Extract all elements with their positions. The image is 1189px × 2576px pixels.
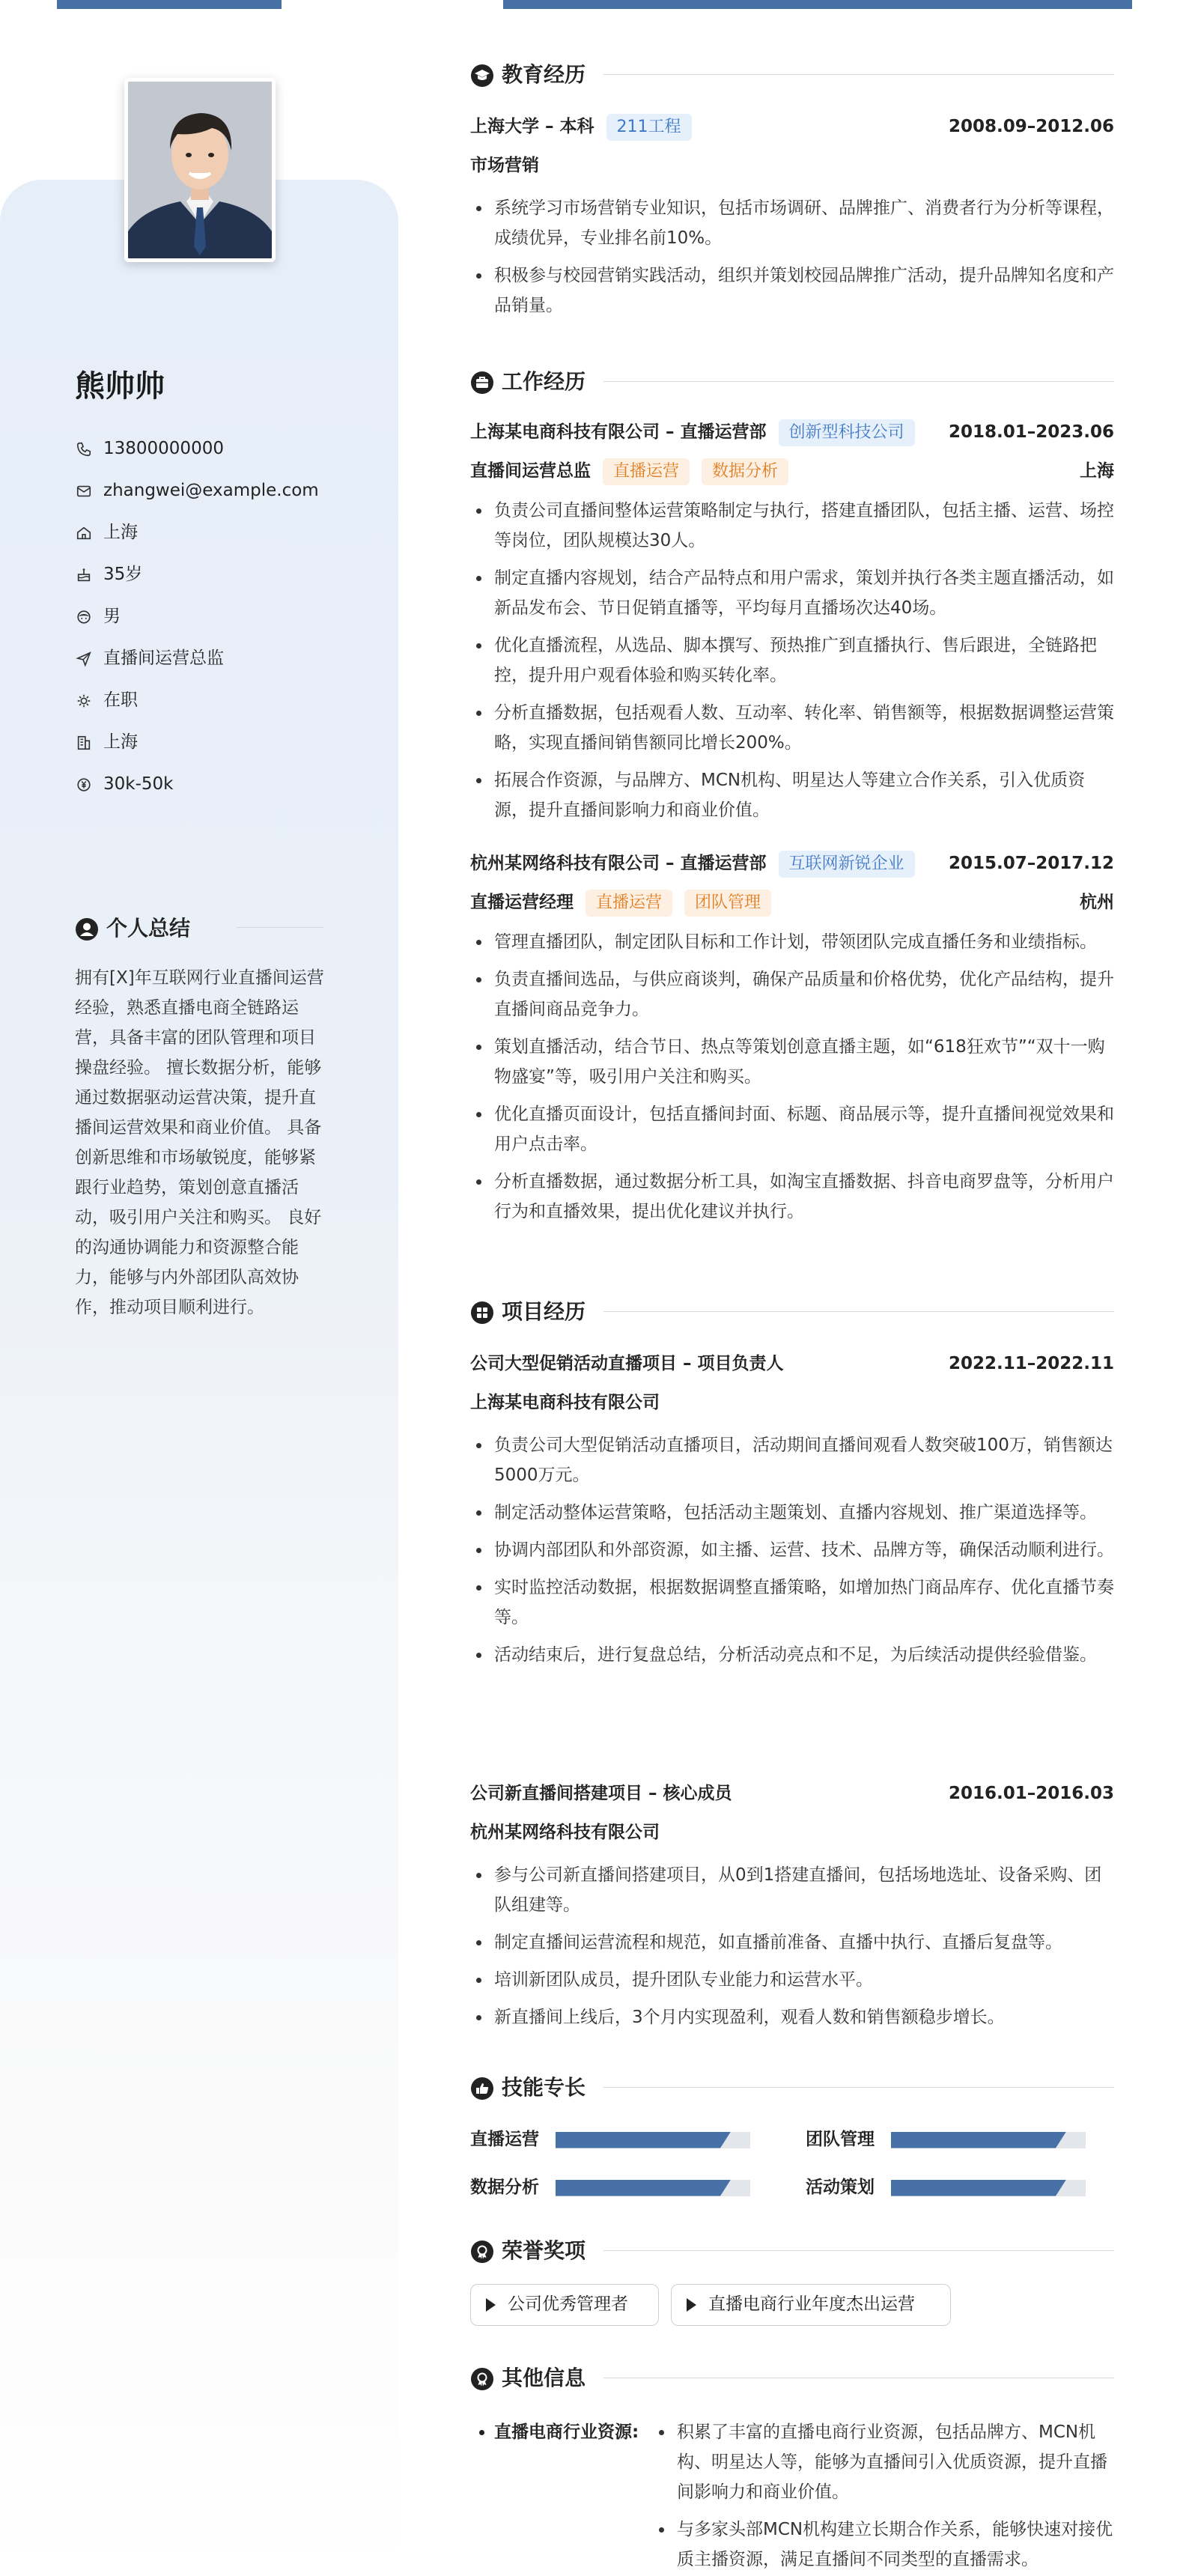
projects-title: 项目经历	[502, 1299, 586, 1324]
age-text: 35岁	[103, 565, 143, 585]
list-item: 管理直播团队，制定团队目标和工作计划，带领团队完成直播任务和业绩指标。	[470, 927, 1114, 957]
school-tag: 211工程	[606, 114, 692, 141]
info-age	[75, 554, 374, 596]
role-tag: 直播运营	[603, 458, 690, 485]
skill-name: 数据分析	[470, 2178, 539, 2197]
summary-text: 拥有[X]年互联网行业直播间运营经验，熟悉直播电商全链路运营，具备丰富的团队管理和项目操盘经验。 擅长数据分析，能够通过数据驱动运营决策，提升直播间运营效果和商业价值。 具备创新思维和市场敏锐度，能够紧跟行业趋势，策划创意直播活动，吸引用户关注和购买。 良好的沟通协调能力和资源整合能力，能够与内外部团队高效协作，推动项目顺利进行。	[75, 968, 324, 1317]
education-divider	[603, 74, 1114, 75]
list-item: 积累了丰富的直播电商行业资源，包括品牌方、MCN机构、明星达人等，能够为直播间引入优质资源，提升直播间影响力和商业价值。	[653, 2417, 1114, 2507]
list-item: 负责直播间选品，与供应商谈判，确保产品质量和价格优势，优化产品结构，提升直播间商品竞争力。	[470, 965, 1114, 1024]
gender-icon	[75, 608, 93, 626]
contact-info-list	[75, 428, 374, 806]
education-date: 2008.09–2012.06	[948, 117, 1114, 137]
list-item: 实时监控活动数据，根据数据调整直播策略，如增加热门商品库存、优化直播节奏等。	[470, 1573, 1114, 1632]
company-tag: 创新型科技公司	[779, 419, 915, 446]
gender-text: 男	[103, 607, 121, 627]
skill-bar-fill	[556, 2180, 731, 2196]
list-item: 优化直播页面设计，包括直播间封面、标题、商品展示等，提升直播间视觉效果和用户点击率。	[470, 1099, 1114, 1159]
work-divider	[603, 381, 1114, 382]
home-icon	[75, 524, 93, 542]
list-item: 拓展合作资源，与品牌方、MCN机构、明星达人等建立合作关系，引入优质资源，提升直播间影响力和商业价值。	[470, 765, 1114, 825]
list-item: 新直播间上线后，3个月内实现盈利，观看人数和销售额稳步增长。	[470, 2002, 1114, 2032]
work-heading	[470, 364, 1114, 400]
other-label: 直播电商行业资源:	[470, 2417, 653, 2576]
phone-text: 13800000000	[103, 439, 224, 459]
skill-bar	[556, 2132, 750, 2148]
project-entry-2	[470, 1775, 1114, 2040]
awards-title: 荣誉奖项	[502, 2238, 586, 2263]
projects-heading	[470, 1294, 1114, 1330]
list-item: 与多家头部MCN机构建立长期合作关系，能够快速对接优质主播资源，满足直播间不同类型的直播需求。	[653, 2515, 1114, 2575]
play-icon	[486, 2298, 496, 2312]
role-tag: 直播运营	[586, 890, 672, 917]
skill-item	[806, 2173, 1086, 2202]
summary-title: 个人总结	[106, 916, 191, 941]
other-heading	[470, 2360, 1114, 2396]
award-item	[470, 2284, 659, 2326]
info-city	[75, 722, 374, 764]
award-item	[671, 2284, 951, 2326]
play-icon	[687, 2298, 696, 2312]
info-phone	[75, 428, 374, 470]
company-tag: 互联网新锐企业	[779, 851, 915, 878]
building-icon	[75, 734, 93, 752]
skill-name: 团队管理	[806, 2130, 875, 2149]
skill-bar	[891, 2132, 1086, 2148]
right-top-bar	[503, 0, 1132, 9]
list-item: 制定活动整体运营策略，包括活动主题策划、直播内容规划、推广渠道选择等。	[470, 1498, 1114, 1528]
list-item: 优化直播流程，从选品、脚本撰写、预热推广到直播执行、售后跟进，全链路把控，提升用户观看体验和购买转化率。	[470, 631, 1114, 690]
skill-bar	[891, 2180, 1086, 2196]
list-item: 制定直播内容规划，结合产品特点和用户需求，策划并执行各类主题直播活动，如新品发布会、节日促销直播等，平均每月直播场次达40场。	[470, 563, 1114, 623]
profile-photo	[124, 78, 276, 262]
skill-bar-fill	[891, 2132, 1066, 2148]
skill-bar	[556, 2180, 750, 2196]
phone-icon	[75, 440, 93, 458]
briefcase-icon	[470, 370, 494, 394]
job-title: 直播间运营总监	[470, 461, 591, 482]
email-text: zhangwei@example.com	[103, 481, 319, 501]
summary-heading	[75, 911, 190, 947]
skill-name: 活动策划	[806, 2178, 875, 2197]
project-org: 杭州某网络科技有限公司	[470, 1823, 660, 1843]
list-item: 策划直播活动，结合节日、热点等策划创意直播主题，如“618狂欢节”“双十一购物盛宴”等，吸引用户关注和购买。	[470, 1032, 1114, 1092]
skill-item	[470, 2125, 750, 2154]
project-entry-1	[470, 1345, 1114, 1677]
list-item: 系统学习市场营销专业知识，包括市场调研、品牌推广、消费者行为分析等课程，成绩优异，专业排名前10%。	[470, 193, 1114, 253]
medal-icon	[470, 2239, 494, 2263]
location-text: 上海	[103, 523, 138, 543]
summary-divider	[237, 927, 323, 928]
school-name: 上海大学 – 本科	[470, 117, 594, 137]
company-name: 上海某电商科技有限公司 – 直播运营部	[470, 422, 767, 443]
project-date: 2022.11–2022.11	[948, 1354, 1114, 1374]
list-item: 负责公司大型促销活动直播项目，活动期间直播间观看人数突破100万，销售额达5000万元。	[470, 1430, 1114, 1490]
company-name: 杭州某网络科技有限公司 – 直播运营部	[470, 854, 767, 874]
status-icon	[75, 692, 93, 710]
salary-text: 30k-50k	[103, 774, 174, 795]
work-city: 上海	[1080, 461, 1114, 482]
skills-divider	[603, 2087, 1114, 2088]
candidate-name: 熊帅帅	[75, 369, 165, 404]
city-text: 上海	[103, 732, 138, 753]
other-title: 其他信息	[502, 2366, 586, 2390]
list-item: 分析直播数据，包括观看人数、互动率、转化率、销售额等，根据数据调整运营策略，实现直播间销售额同比增长200%。	[470, 698, 1114, 758]
other-info	[470, 2417, 1114, 2576]
work-city: 杭州	[1080, 893, 1114, 913]
info-status	[75, 680, 374, 722]
info-location	[75, 512, 374, 554]
skill-item	[470, 2173, 750, 2202]
info-salary	[75, 764, 374, 806]
info-position	[75, 638, 374, 680]
work-date: 2018.01–2023.06	[948, 422, 1114, 443]
education-heading	[470, 57, 1114, 93]
skill-item	[806, 2125, 1086, 2154]
position-text: 直播间运营总监	[103, 648, 224, 669]
projects-divider	[603, 1311, 1114, 1312]
left-top-bar	[57, 0, 282, 9]
awards-divider	[603, 2250, 1114, 2251]
work-entry-1	[470, 413, 1114, 833]
graduation-cap-icon	[470, 63, 494, 87]
salary-icon	[75, 776, 93, 794]
work-title: 工作经历	[502, 369, 586, 394]
list-item: 培训新团队成员，提升团队专业能力和运营水平。	[470, 1965, 1114, 1995]
project-name: 公司新直播间搭建项目 – 核心成员	[470, 1784, 732, 1804]
list-item: 协调内部团队和外部资源，如主播、运营、技术、品牌方等，确保活动顺利进行。	[470, 1535, 1114, 1565]
mail-icon	[75, 482, 93, 500]
award-label: 直播电商行业年度杰出运营	[708, 2294, 915, 2315]
list-item: 活动结束后，进行复盘总结，分析活动亮点和不足，为后续活动提供经验借鉴。	[470, 1640, 1114, 1670]
education-title: 教育经历	[502, 62, 586, 87]
role-tag: 团队管理	[684, 890, 771, 917]
skill-bar-fill	[891, 2180, 1066, 2196]
badge-icon	[470, 2366, 494, 2390]
skills-title: 技能专长	[502, 2075, 586, 2100]
thumbs-up-icon	[470, 2076, 494, 2100]
role-tag: 数据分析	[702, 458, 788, 485]
project-org: 上海某电商科技有限公司	[470, 1393, 660, 1413]
list-item: 分析直播数据，通过数据分析工具，如淘宝直播数据、抖音电商罗盘等，分析用户行为和直播效果，提出优化建议并执行。	[470, 1167, 1114, 1227]
major: 市场营销	[470, 156, 539, 176]
skill-name: 直播运营	[470, 2130, 539, 2149]
list-item: 积极参与校园营销实践活动，组织并策划校园品牌推广活动，提升品牌知名度和产品销量。	[470, 261, 1114, 321]
send-icon	[75, 650, 93, 668]
award-label: 公司优秀管理者	[508, 2294, 628, 2315]
education-block	[470, 108, 1114, 328]
work-entry-2	[470, 845, 1114, 1234]
project-name: 公司大型促销活动直播项目 – 项目负责人	[470, 1354, 784, 1374]
list-item: 负责公司直播间整体运营策略制定与执行，搭建直播团队，包括主播、运营、场控等岗位，团队规模达30人。	[470, 496, 1114, 556]
skills-heading	[470, 2070, 1114, 2106]
info-email	[75, 470, 374, 512]
cake-icon	[75, 566, 93, 584]
info-gender	[75, 596, 374, 638]
skill-bar-fill	[556, 2132, 731, 2148]
user-icon	[75, 917, 99, 941]
list-item: 制定直播间运营流程和规范，如直播前准备、直播中执行、直播后复盘等。	[470, 1928, 1114, 1957]
awards-heading	[470, 2233, 1114, 2269]
job-title: 直播运营经理	[470, 893, 574, 913]
list-item: 参与公司新直播间搭建项目，从0到1搭建直播间，包括场地选址、设备采购、团队组建等。	[470, 1860, 1114, 1920]
status-text: 在职	[103, 690, 138, 711]
work-date: 2015.07–2017.12	[948, 854, 1114, 874]
project-date: 2016.01–2016.03	[948, 1784, 1114, 1804]
grid-icon	[470, 1300, 494, 1324]
